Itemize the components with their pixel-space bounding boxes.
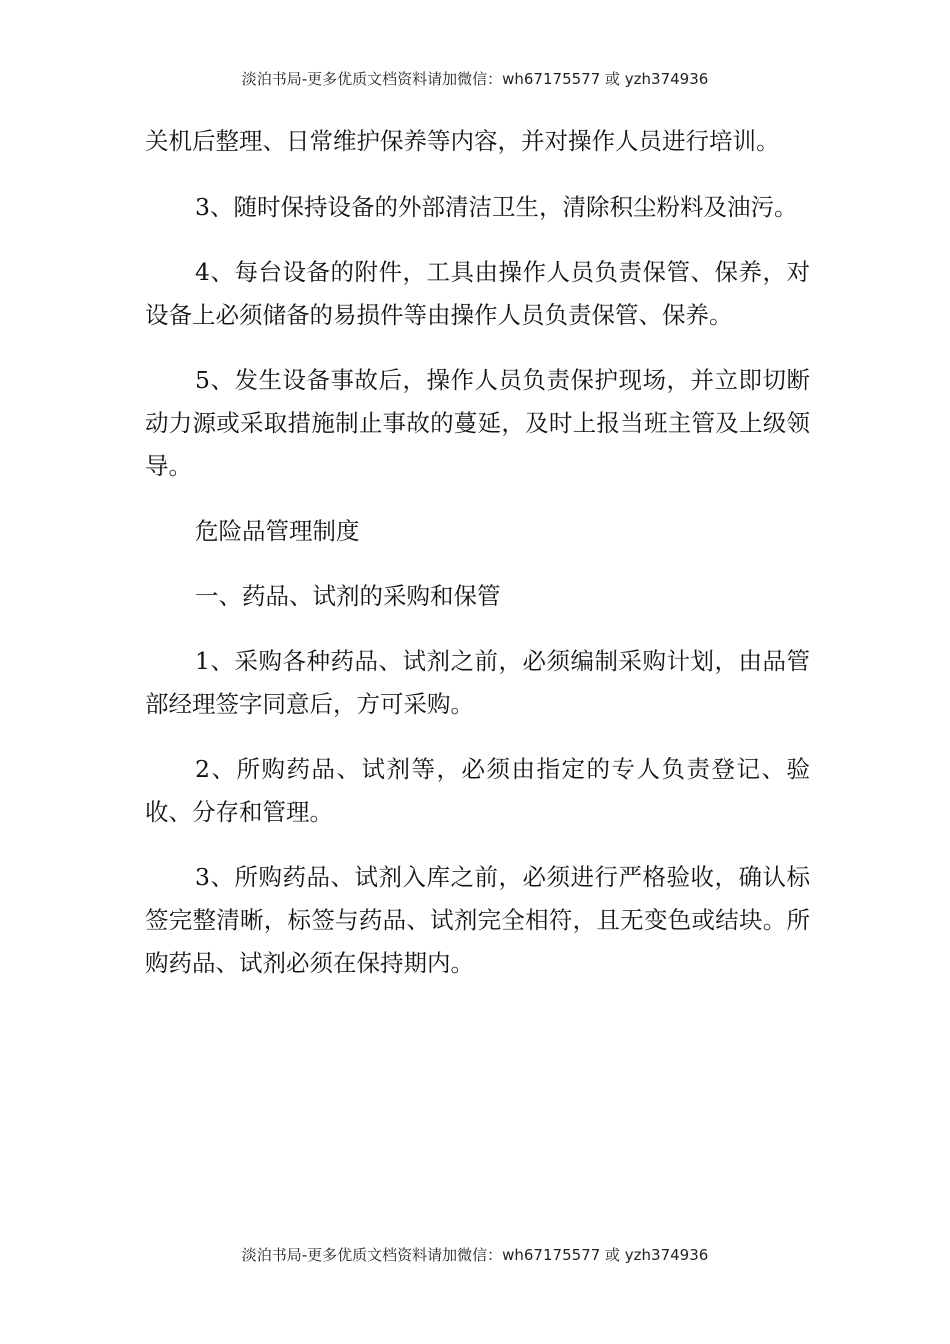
page-header-watermark: 淡泊书局-更多优质文档资料请加微信：wh67175577 或 yzh374936 bbox=[241, 70, 709, 88]
section-title: 危险品管理制度 bbox=[195, 517, 360, 545]
paragraph-rule-1: 1、采购各种药品、试剂之前，必须编制采购计划，由品管部经理签字同意后，方可采购。 bbox=[145, 647, 810, 718]
paragraph-rule-2: 2、所购药品、试剂等，必须由指定的专人负责登记、验收、分存和管理。 bbox=[145, 755, 810, 826]
paragraph-continuation: 关机后整理、日常维护保养等内容，并对操作人员进行培训。 bbox=[145, 127, 780, 155]
document-body bbox=[145, 120, 810, 1007]
paragraph-item-5: 5、发生设备事故后，操作人员负责保护现场，并立即切断动力源或采取措施制止事故的蔓延，及时上报当班主管及上级领导。 bbox=[145, 366, 810, 480]
paragraph-item-3: 3、随时保持设备的外部清洁卫生，清除积尘粉料及油污。 bbox=[195, 193, 798, 221]
subsection-heading: 一、药品、试剂的采购和保管 bbox=[195, 582, 501, 610]
page-footer-watermark: 淡泊书局-更多优质文档资料请加微信：wh67175577 或 yzh374936 bbox=[241, 1246, 709, 1264]
paragraph-item-4: 4、每台设备的附件，工具由操作人员负责保管、保养，对设备上必须储备的易损件等由操作人员负责保管、保养。 bbox=[145, 258, 810, 329]
paragraph-rule-3: 3、所购药品、试剂入库之前，必须进行严格验收，确认标签完整清晰，标签与药品、试剂完全相符，且无变色或结块。所购药品、试剂必须在保持期内。 bbox=[145, 863, 810, 977]
